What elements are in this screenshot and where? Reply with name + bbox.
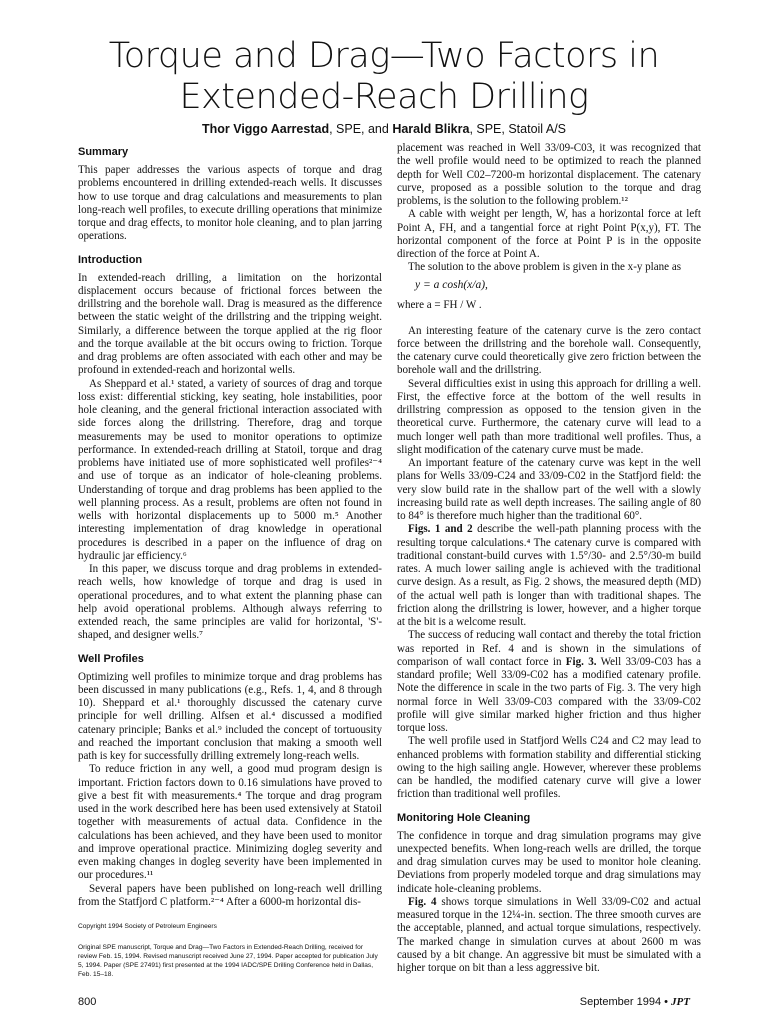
fig-ref-1-2: Figs. 1 and 2 <box>408 523 473 536</box>
intro-paragraph-2: As Sheppard et al.¹ stated, a variety of sources of drag and torque loss exist: differential sticking, key seating, hole instabilities, poor hole cleaning, and the general frictional interaction associated with side forces along the drillstring. Therefore, drag and torque measurements may be used to monitor operations to optimize performance. In extended-reach drilling at Statoil, torque and drag problems have initiated use of more sophisticated well profiles²⁻⁴ and use of torque as an indicator of hole-cleaning problems. Understanding of torque and drag problems has been applied to the well planning process. As a result, problems are often not found in wells with horizontal displacements up to 5000 m.⁵ Another interesting implementation of drag knowledge in operational procedures is described in a paper on the influence of drag on hydraulic jar efficiency.⁶ <box>78 377 382 562</box>
journal-name: JPT <box>671 996 690 1008</box>
monitoring-paragraph-2-text: shows torque simulations in Well 33/09-C02 and actual measured torque in the 12¼-in. section. The three smooth curves are the acceptable, planned, and actual torque simulations, respectively. The marked change in simulation curves at about 2600 m was caused by a bit change. An aggressive bit must be simulated with a higher torque on bit than a less aggressive bit. <box>397 895 702 974</box>
page-number: 800 <box>78 996 97 1008</box>
catenary-paragraph-4: An interesting feature of the catenary curve is the zero contact force between the drillstring and the borehole wall. Consequently, the catenary curve could theoretically give zero friction between the borehole wall and the drillstring. <box>397 324 701 377</box>
paper-title <box>0 36 768 118</box>
manuscript-note: Original SPE manuscript, Torque and Drag—Two Factors in Extended-Reach Drilling, received for review Feb. 15, 1994. Revised manuscript received June 27, 1994. Paper accepted for publication July 5, 1994. Paper (SPE 27491) first presented at the 1994 IADC/SPE Drilling Conference held in Dallas, Feb. 15–18. <box>78 944 378 978</box>
summary-text: This paper addresses the various aspects of torque and drag problems encountered in drilling extended-reach wells. It discusses how to use torque and drag calculations and measurements to plan long-reach well profiles, to execute drilling operations that minimize torque and drag effects, to monitor hole cleaning, and to plan jarring operations. <box>78 164 382 243</box>
fig-ref-4: Fig. 4 <box>408 895 437 908</box>
catenary-paragraph-5: Several difficulties exist in using this approach for drilling a well. First, the effective force at the bottom of the well results in drillstring compression as opposed to the tension given in the theoretical curve. Furthermore, the catenary curve will lead to a much longer well path than more traditional well profiles. Thus, a slight modification of the catenary curve must be made. <box>397 377 701 456</box>
title-line-1: Torque and Drag—Two Factors in <box>108 36 660 76</box>
profiles-paragraph-2: To reduce friction in any well, a good mud program design is important. Friction factors down to 0.16 simulations have proved to give a best fit with measurements.⁴ The torque and drag program used in the work described here has been used extensively at Statoil together with measurements of actual data. Confidence in the calculations has been achieved, and they have been used to monitor and improve operational practice. Minimizing dogleg severity and even making changes in dogleg severity have been implemented in our procedures.¹¹ <box>78 763 382 882</box>
copyright-note: Copyright 1994 Society of Petroleum Engineers <box>78 923 217 930</box>
intro-paragraph-1: In extended-reach drilling, a limitation on the horizontal displacement occurs because of frictional forces between the drillstring and the borehole wall. Drag is measured as the difference between the static weight of the drillstring and the tripping weight. Similarly, a difference between the torque applied at the rig floor and the torque available at the bit occurs owing to friction. Torque and drag problems are often associated with each other and may be profound in extended-reach and horizontal wells. <box>78 271 382 377</box>
intro-paragraph-3: In this paper, we discuss torque and drag problems in extended-reach wells, how knowledge of torque and drag is used in operational procedures, and to what extent the planning phase can help avoid operational problems. Although always referring to extended reach, the same principles are valid for horizontal, 'S'-shaped, and designer wells.⁷ <box>78 563 382 642</box>
catenary-paragraph-7 <box>397 523 701 629</box>
author-byline <box>0 122 768 136</box>
profiles-paragraph-1: Optimizing well profiles to minimize torque and drag problems has been discussed in many publications (e.g., Refs. 1, 4, and 8 through 10). Sheppard et al.¹ thoroughly discussed the catenary curve principle for well drilling. Alfsen et al.⁴ discussed a modified catenary principle; Banks et al.⁹ included the concept of tortuousity and reached the important conclusion that making a smooth well path is key for successfully drilling extremely long-reach wells. <box>78 670 382 762</box>
author-2: Harald Blikra <box>392 122 470 136</box>
right-column <box>397 142 701 975</box>
footer-date: September 1994 • <box>579 996 672 1008</box>
author-2-affiliation: , SPE, Statoil A/S <box>469 122 567 136</box>
catenary-paragraph-8 <box>397 629 701 735</box>
monitoring-paragraph-1: The confidence in torque and drag simulation programs may give unexpected benefits. When long-reach wells are drilled, the torque and drag simulation curves may be used to monitor hole cleaning. Deviations from properly modeled torque and drag simulations may indicate hole-cleaning problems. <box>397 829 701 895</box>
catenary-paragraph-6: An important feature of the catenary curve was kept in the well plans for Wells 33/09-C24 and 33/09-C02 in the Statfjord field: the very slow build rate in the shallow part of the well with a slowly increasing build rate as well depth increases. The sailing angle of 80 to 84° is therefore much higher than the traditional 60°. <box>397 457 701 522</box>
journal-footer <box>580 996 690 1008</box>
fig-ref-3: Fig. 3. <box>565 655 597 668</box>
paragraph-8-text-a: The success of reducing wall contact and thereby the total friction was reported in Ref. 4 and is shown in the simulations of comparison of wall contact force in <box>397 629 701 668</box>
catenary-parameter: where a = FH / W . <box>397 298 482 311</box>
paragraph-8-text-b: Well 33/09-C03 has a standard profile; Well 33/09-C02 has a modified catenary profile. Note the difference in scale in the two parts of Fig. 3. The very high normal force in Well 33/09-C03 compared with the 33/09-C02 profile will give similar marked higher friction and thus higher torque loss. <box>397 655 701 734</box>
introduction-heading: Introduction <box>78 253 143 266</box>
summary-heading: Summary <box>78 146 129 158</box>
author-1-affiliation: , SPE, and <box>329 122 393 136</box>
left-column <box>78 146 382 909</box>
monitoring-paragraph-2 <box>397 896 701 976</box>
catenary-paragraph-1: placement was reached in Well 33/09-C03, it was recognized that the well profile would need to be optimized to reach the planned depth for Well C02–7200-m horizontal displacement. The catenary curve, proposed as a possible solution to the torque and drag problems, is the solution to the following problem.¹² <box>397 142 701 207</box>
profiles-paragraph-3: Several papers have been published on long-reach well drilling from the Statfjord C platform.²⁻⁴ After a 6000-m horizontal dis- <box>78 882 382 908</box>
author-1: Thor Viggo Aarrestad <box>201 122 330 136</box>
monitoring-heading: Monitoring Hole Cleaning <box>397 811 531 824</box>
title-line-2: Extended-Reach Drilling <box>179 77 589 117</box>
paragraph-7-text: describe the well-path planning process with the resulting torque calculations.⁴ The catenary curve is compared with traditional constant-build curves with 1.5°/30- and 2.5°/30-m build rates. A much lower sailing angle is achieved with the traditional curve design. As a result, as Fig. 2 shows, the measured depth (MD) of the actual well path is longer than with traditional shapes. The friction along the drillstring is lower, however, and a higher torque at the bit is a welcome result. <box>397 523 701 628</box>
catenary-paragraph-3: The solution to the above problem is given in the x-y plane as <box>408 261 682 274</box>
catenary-paragraph-2: A cable with weight per length, W, has a horizontal force at left Point A, FH, and a tangential force at right Point P(x,y), FT. The horizontal component of the force at Point P is in the opposite direction of the force at Point A. <box>397 208 701 260</box>
catenary-equation: y = a cosh(x/a), <box>415 278 488 291</box>
catenary-paragraph-9: The well profile used in Statfjord Wells C24 and C2 may lead to enhanced problems with formation stability and differential sticking owing to the high sailing angle. However, wherever these problems can be handled, the modified catenary curve will give a lower friction than traditional well profiles. <box>397 735 701 801</box>
well-profiles-heading: Well Profiles <box>78 652 144 665</box>
